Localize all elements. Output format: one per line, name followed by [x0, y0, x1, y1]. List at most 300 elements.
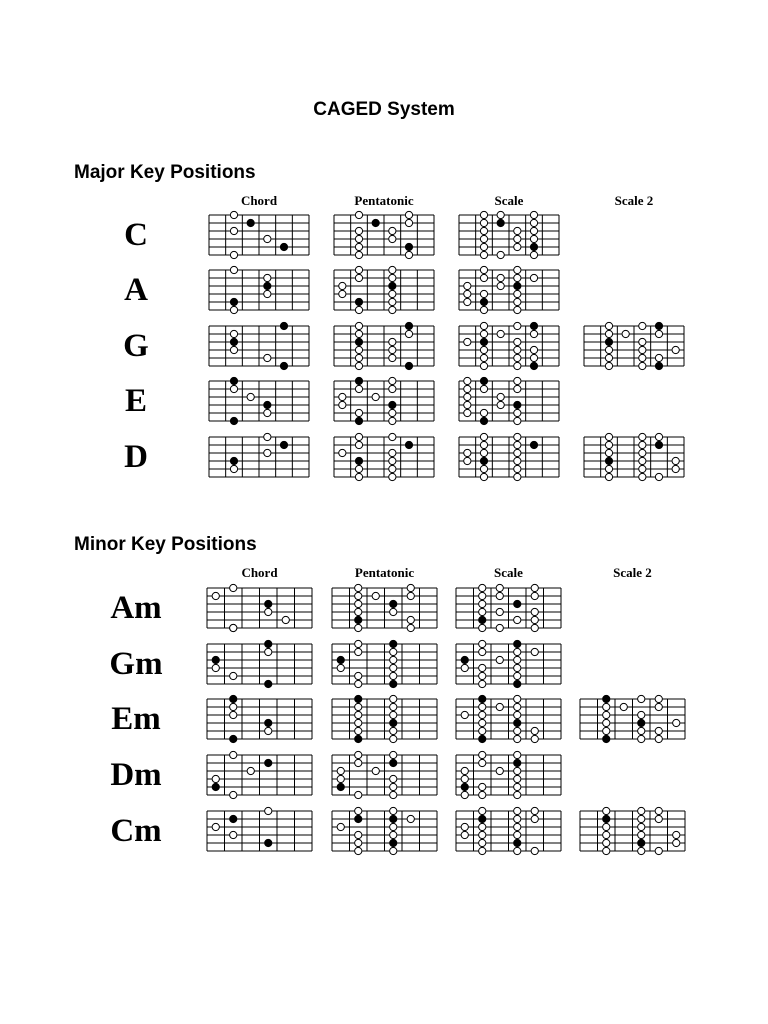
root-note-dot — [264, 401, 271, 408]
scale-note-dot — [480, 449, 487, 456]
scale-note-dot — [355, 274, 362, 281]
fretboard-diagram — [459, 326, 559, 366]
scale-note-dot — [355, 330, 362, 337]
scale-note-dot — [480, 385, 487, 392]
scale-note-dot — [264, 290, 271, 297]
scale-note-dot — [514, 473, 521, 480]
scale-note-dot — [390, 847, 397, 854]
scale-note-dot — [530, 330, 537, 337]
scale-note-dot — [603, 823, 610, 830]
root-note-dot — [389, 282, 396, 289]
scale-note-dot — [405, 251, 412, 258]
scale-note-dot — [339, 393, 346, 400]
scale-note-dot — [389, 449, 396, 456]
scale-note-dot — [461, 831, 468, 838]
scale-note-dot — [230, 831, 237, 838]
scale-note-dot — [407, 815, 414, 822]
scale-note-dot — [407, 616, 414, 623]
scale-note-dot — [639, 457, 646, 464]
scale-note-dot — [638, 815, 645, 822]
scale-note-dot — [655, 735, 662, 742]
root-note-dot — [337, 656, 344, 663]
root-note-dot — [390, 600, 397, 607]
scale-note-dot — [638, 695, 645, 702]
scale-note-dot — [480, 433, 487, 440]
scale-note-dot — [479, 672, 486, 679]
root-note-dot — [355, 815, 362, 822]
fretboard-diagram — [456, 811, 561, 851]
root-note-dot — [655, 362, 662, 369]
root-note-dot — [514, 839, 521, 846]
root-note-dot — [390, 839, 397, 846]
scale-note-dot — [530, 346, 537, 353]
scale-note-dot — [638, 711, 645, 718]
fretboard-diagram — [456, 699, 561, 739]
root-note-dot — [265, 680, 272, 687]
scale-note-dot — [639, 473, 646, 480]
root-note-dot — [638, 719, 645, 726]
scale-note-dot — [212, 775, 219, 782]
scale-note-dot — [212, 664, 219, 671]
root-note-dot — [265, 640, 272, 647]
fretboard-diagram — [584, 437, 684, 477]
scale-note-dot — [355, 727, 362, 734]
scale-note-dot — [355, 243, 362, 250]
scale-note-dot — [514, 441, 521, 448]
scale-note-dot — [514, 385, 521, 392]
scale-note-dot — [405, 211, 412, 218]
scale-note-dot — [497, 282, 504, 289]
root-note-dot — [514, 640, 521, 647]
scale-note-dot — [531, 624, 538, 631]
scale-note-dot — [605, 449, 612, 456]
column-header: Scale 2 — [614, 193, 654, 208]
scale-note-dot — [355, 847, 362, 854]
scale-note-dot — [389, 457, 396, 464]
scale-note-dot — [638, 847, 645, 854]
scale-note-dot — [514, 235, 521, 242]
scale-note-dot — [603, 831, 610, 838]
scale-note-dot — [405, 330, 412, 337]
scale-note-dot — [265, 727, 272, 734]
root-note-dot — [603, 695, 610, 702]
column-header: Scale — [494, 565, 523, 580]
scale-note-dot — [496, 656, 503, 663]
scale-note-dot — [639, 354, 646, 361]
root-note-dot — [480, 417, 487, 424]
scale-note-dot — [355, 251, 362, 258]
section-title: Major Key Positions — [74, 162, 256, 183]
scale-note-dot — [514, 290, 521, 297]
scale-note-dot — [496, 592, 503, 599]
scale-note-dot — [531, 815, 538, 822]
scale-note-dot — [497, 401, 504, 408]
scale-note-dot — [514, 831, 521, 838]
scale-note-dot — [497, 251, 504, 258]
scale-note-dot — [673, 719, 680, 726]
scale-note-dot — [355, 473, 362, 480]
scale-note-dot — [355, 648, 362, 655]
scale-note-dot — [479, 847, 486, 854]
scale-note-dot — [355, 791, 362, 798]
scale-note-dot — [655, 473, 662, 480]
root-note-dot — [280, 362, 287, 369]
scale-note-dot — [479, 719, 486, 726]
scale-note-dot — [389, 346, 396, 353]
fretboard-diagram — [459, 437, 559, 477]
scale-note-dot — [464, 282, 471, 289]
scale-note-dot — [496, 703, 503, 710]
fretboard-diagram — [459, 270, 559, 310]
scale-note-dot — [655, 695, 662, 702]
fretboard-diagram — [209, 215, 309, 255]
scale-note-dot — [514, 306, 521, 313]
scale-note-dot — [514, 377, 521, 384]
scale-note-dot — [390, 791, 397, 798]
scale-note-dot — [531, 648, 538, 655]
position-label: Em — [111, 701, 161, 737]
scale-note-dot — [497, 393, 504, 400]
scale-note-dot — [265, 648, 272, 655]
fretboard-diagram — [456, 644, 561, 684]
scale-note-dot — [514, 791, 521, 798]
scale-note-dot — [603, 847, 610, 854]
scale-note-dot — [264, 433, 271, 440]
scale-note-dot — [355, 807, 362, 814]
scale-note-dot — [390, 823, 397, 830]
scale-note-dot — [479, 600, 486, 607]
scale-note-dot — [605, 362, 612, 369]
root-note-dot — [405, 441, 412, 448]
scale-note-dot — [496, 767, 503, 774]
scale-note-dot — [390, 672, 397, 679]
scale-note-dot — [389, 354, 396, 361]
root-note-dot — [530, 322, 537, 329]
scale-note-dot — [479, 839, 486, 846]
scale-note-dot — [230, 672, 237, 679]
scale-note-dot — [530, 354, 537, 361]
document-title: CAGED System — [313, 99, 455, 120]
scale-note-dot — [603, 839, 610, 846]
scale-note-dot — [390, 807, 397, 814]
column-header: Pentatonic — [354, 193, 414, 208]
scale-note-dot — [390, 608, 397, 615]
scale-note-dot — [480, 274, 487, 281]
fretboard-diagram — [207, 811, 312, 851]
scale-note-dot — [390, 735, 397, 742]
scale-note-dot — [514, 346, 521, 353]
scale-note-dot — [230, 703, 237, 710]
scale-note-dot — [464, 338, 471, 345]
root-note-dot — [390, 719, 397, 726]
scale-note-dot — [390, 703, 397, 710]
scale-note-dot — [247, 393, 254, 400]
scale-note-dot — [514, 449, 521, 456]
scale-note-dot — [530, 235, 537, 242]
root-note-dot — [461, 656, 468, 663]
scale-note-dot — [479, 664, 486, 671]
root-note-dot — [280, 441, 287, 448]
scale-note-dot — [514, 664, 521, 671]
scale-note-dot — [479, 608, 486, 615]
scale-note-dot — [530, 251, 537, 258]
scale-note-dot — [480, 243, 487, 250]
root-note-dot — [480, 457, 487, 464]
fretboard-diagram — [580, 811, 685, 851]
root-note-dot — [212, 656, 219, 663]
fretboard-diagram — [209, 326, 309, 366]
scale-note-dot — [480, 441, 487, 448]
scale-note-dot — [355, 362, 362, 369]
scale-note-dot — [638, 807, 645, 814]
root-note-dot — [247, 219, 254, 226]
scale-note-dot — [655, 815, 662, 822]
scale-note-dot — [514, 672, 521, 679]
fretboard-diagram — [207, 588, 312, 628]
fretboard-diagram — [209, 381, 309, 421]
root-note-dot — [230, 417, 237, 424]
scale-note-dot — [389, 409, 396, 416]
fretboard-diagram — [334, 437, 434, 477]
scale-note-dot — [655, 354, 662, 361]
root-note-dot — [530, 243, 537, 250]
fretboard-diagram — [332, 699, 437, 739]
root-note-dot — [355, 377, 362, 384]
scale-note-dot — [514, 703, 521, 710]
scale-note-dot — [264, 449, 271, 456]
scale-note-dot — [337, 664, 344, 671]
scale-note-dot — [514, 823, 521, 830]
scale-note-dot — [390, 727, 397, 734]
scale-note-dot — [464, 401, 471, 408]
root-note-dot — [265, 839, 272, 846]
root-note-dot — [405, 362, 412, 369]
scale-note-dot — [480, 330, 487, 337]
root-note-dot — [212, 783, 219, 790]
scale-note-dot — [461, 823, 468, 830]
root-note-dot — [514, 600, 521, 607]
scale-note-dot — [389, 298, 396, 305]
scale-note-dot — [514, 735, 521, 742]
scale-note-dot — [389, 274, 396, 281]
scale-note-dot — [605, 465, 612, 472]
scale-note-dot — [339, 282, 346, 289]
root-note-dot — [480, 377, 487, 384]
position-label: D — [124, 439, 148, 475]
scale-note-dot — [230, 751, 237, 758]
fretboard-diagram — [207, 699, 312, 739]
scale-note-dot — [479, 584, 486, 591]
scale-note-dot — [480, 227, 487, 234]
root-note-dot — [230, 457, 237, 464]
scale-note-dot — [464, 449, 471, 456]
scale-note-dot — [355, 235, 362, 242]
scale-note-dot — [514, 274, 521, 281]
scale-note-dot — [480, 266, 487, 273]
fretboard-diagram — [332, 644, 437, 684]
scale-note-dot — [496, 624, 503, 631]
root-note-dot — [514, 759, 521, 766]
scale-note-dot — [514, 815, 521, 822]
scale-note-dot — [514, 362, 521, 369]
scale-note-dot — [480, 354, 487, 361]
scale-note-dot — [605, 441, 612, 448]
scale-note-dot — [479, 807, 486, 814]
scale-note-dot — [622, 330, 629, 337]
scale-note-dot — [372, 393, 379, 400]
fretboard-diagram — [580, 699, 685, 739]
scale-note-dot — [514, 751, 521, 758]
scale-note-dot — [480, 322, 487, 329]
root-note-dot — [265, 759, 272, 766]
scale-note-dot — [464, 298, 471, 305]
root-note-dot — [655, 441, 662, 448]
scale-note-dot — [673, 831, 680, 838]
root-note-dot — [230, 298, 237, 305]
root-note-dot — [390, 640, 397, 647]
scale-note-dot — [479, 727, 486, 734]
scale-note-dot — [639, 449, 646, 456]
scale-note-dot — [355, 433, 362, 440]
scale-note-dot — [339, 449, 346, 456]
scale-note-dot — [265, 608, 272, 615]
scale-note-dot — [355, 306, 362, 313]
scale-note-dot — [514, 338, 521, 345]
scale-note-dot — [405, 219, 412, 226]
scale-note-dot — [389, 227, 396, 234]
root-note-dot — [514, 719, 521, 726]
scale-note-dot — [531, 727, 538, 734]
scale-note-dot — [672, 465, 679, 472]
scale-note-dot — [496, 608, 503, 615]
root-note-dot — [230, 815, 237, 822]
scale-note-dot — [603, 719, 610, 726]
scale-note-dot — [355, 831, 362, 838]
scale-note-dot — [603, 703, 610, 710]
scale-note-dot — [355, 759, 362, 766]
scale-note-dot — [603, 807, 610, 814]
scale-note-dot — [639, 362, 646, 369]
scale-note-dot — [479, 831, 486, 838]
scale-note-dot — [355, 672, 362, 679]
scale-note-dot — [639, 465, 646, 472]
fretboard-diagram — [334, 381, 434, 421]
scale-note-dot — [355, 266, 362, 273]
scale-note-dot — [531, 592, 538, 599]
scale-note-dot — [230, 346, 237, 353]
scale-note-dot — [497, 274, 504, 281]
scale-note-dot — [230, 251, 237, 258]
scale-note-dot — [265, 807, 272, 814]
root-note-dot — [405, 243, 412, 250]
scale-note-dot — [531, 735, 538, 742]
root-note-dot — [355, 616, 362, 623]
root-note-dot — [603, 815, 610, 822]
root-note-dot — [230, 695, 237, 702]
position-label: A — [124, 272, 148, 308]
scale-note-dot — [639, 346, 646, 353]
scale-note-dot — [355, 719, 362, 726]
scale-note-dot — [479, 680, 486, 687]
scale-note-dot — [531, 608, 538, 615]
root-note-dot — [461, 783, 468, 790]
scale-note-dot — [655, 727, 662, 734]
scale-note-dot — [605, 330, 612, 337]
scale-note-dot — [638, 831, 645, 838]
scale-note-dot — [638, 823, 645, 830]
root-note-dot — [605, 338, 612, 345]
root-note-dot — [480, 298, 487, 305]
scale-note-dot — [461, 711, 468, 718]
scale-note-dot — [355, 711, 362, 718]
scale-note-dot — [339, 401, 346, 408]
root-note-dot — [264, 282, 271, 289]
scale-note-dot — [479, 783, 486, 790]
scale-note-dot — [264, 409, 271, 416]
position-label: Am — [110, 590, 162, 626]
scale-note-dot — [355, 592, 362, 599]
position-label: G — [123, 328, 149, 364]
scale-note-dot — [514, 266, 521, 273]
scale-note-dot — [355, 322, 362, 329]
scale-note-dot — [355, 839, 362, 846]
position-label: Cm — [110, 813, 162, 849]
root-note-dot — [530, 441, 537, 448]
scale-note-dot — [480, 362, 487, 369]
fretboard-diagram — [334, 270, 434, 310]
scale-note-dot — [212, 592, 219, 599]
scale-note-dot — [407, 592, 414, 599]
scale-note-dot — [531, 616, 538, 623]
scale-note-dot — [514, 465, 521, 472]
root-note-dot — [603, 735, 610, 742]
scale-note-dot — [514, 847, 521, 854]
scale-note-dot — [230, 584, 237, 591]
fretboard-diagram — [456, 588, 561, 628]
scale-note-dot — [464, 377, 471, 384]
scale-note-dot — [390, 695, 397, 702]
root-note-dot — [337, 783, 344, 790]
scale-note-dot — [461, 767, 468, 774]
scale-note-dot — [655, 703, 662, 710]
scale-note-dot — [514, 775, 521, 782]
scale-note-dot — [355, 227, 362, 234]
root-note-dot — [390, 815, 397, 822]
fretboard-diagram — [332, 811, 437, 851]
scale-note-dot — [372, 767, 379, 774]
scale-note-dot — [603, 727, 610, 734]
root-note-dot — [265, 600, 272, 607]
scale-note-dot — [464, 290, 471, 297]
scale-note-dot — [514, 695, 521, 702]
scale-note-dot — [655, 433, 662, 440]
scale-note-dot — [355, 751, 362, 758]
scale-note-dot — [230, 465, 237, 472]
root-note-dot — [355, 695, 362, 702]
scale-note-dot — [605, 473, 612, 480]
column-header: Chord — [241, 565, 278, 580]
scale-note-dot — [390, 831, 397, 838]
position-label: Dm — [110, 757, 162, 793]
scale-note-dot — [480, 235, 487, 242]
fretboard-diagram — [584, 326, 684, 366]
scale-note-dot — [514, 616, 521, 623]
scale-note-dot — [514, 227, 521, 234]
scale-note-dot — [638, 727, 645, 734]
scale-note-dot — [605, 346, 612, 353]
scale-note-dot — [212, 823, 219, 830]
column-header: Pentatonic — [354, 565, 415, 580]
